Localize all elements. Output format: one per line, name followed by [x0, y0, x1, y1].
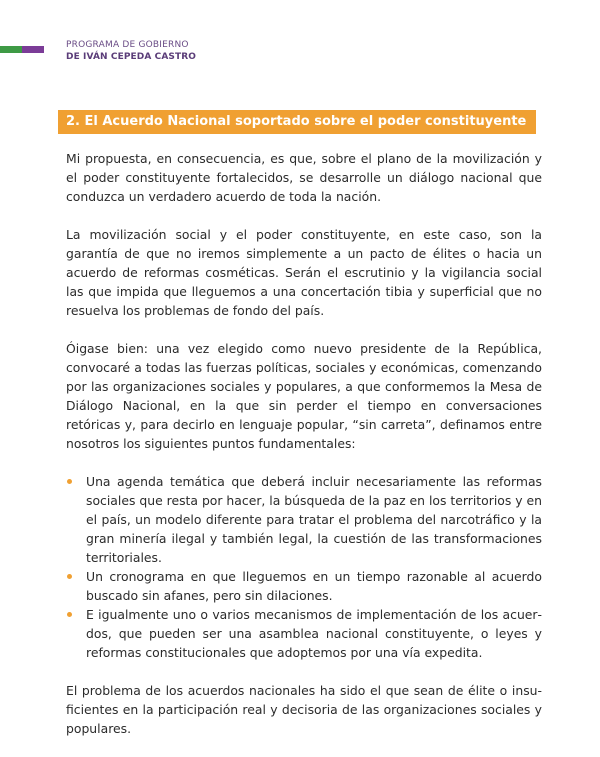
list-item — [66, 605, 542, 662]
list-item-text: Una agenda temática que deberá incluir necesariamente las reformas sociales que resta por hacer, la búsqueda de la paz en los territorios y en el país, un modelo diferente para tratar el problema del narcotráfico y la gran minería ilegal y también legal, la cuestión de las transformaciones territoriales. — [86, 474, 542, 565]
list-item-text: Un cronograma en que lleguemos en un tiempo razonable al acuerdo buscado sin afanes, pero sin dilaciones. — [86, 569, 542, 603]
paragraph-1: Mi propuesta, en consecuencia, es que, sobre el plano de la movilización y el poder constituyente fortalecidos, se desarrolle un diálogo nacional que conduzca un verdadero acuerdo de toda la nación. — [66, 151, 542, 204]
purple-bar-segment — [22, 46, 44, 53]
list-item — [66, 472, 542, 567]
body-text — [66, 149, 542, 757]
bullet-dot-icon — [67, 574, 72, 579]
document-header — [66, 39, 196, 63]
bullet-dot-icon — [67, 612, 72, 617]
bullet-dot-icon — [67, 479, 72, 484]
closing-paragraph: El problema de los acuerdos nacionales ha sido el que sean de élite o insuficientes en la participación real y decisoria de las organizaciones sociales y populares. — [66, 683, 542, 736]
paragraph-2: La movilización social y el poder constituyente, en este caso, son la garantía de que no iremos simplemente a un pacto de élites o hacia un acuerdo de reformas cosméticas. Serán el escrutinio y la vigilancia social las que impida que lleguemos a una concertación tibia y superficial que no resuelva los problemas de fondo del país. — [66, 227, 542, 318]
list-item — [66, 567, 542, 605]
header-color-bar — [0, 46, 44, 53]
section-heading: 2. El Acuerdo Nacional soportado sobre el poder constituyente — [58, 110, 536, 134]
header-candidate-line: DE IVÁN CEPEDA CASTRO — [66, 52, 197, 62]
bullet-list — [66, 472, 542, 662]
paragraph-3: Óigase bien: una vez elegido como nuevo presidente de la República, convocaré a todas las fuerzas políticas, sociales y económicas, comenzando por las organizaciones sociales y populares, a que conformemos la Mesa de Diálogo Nacional, en la que sin perder el tiempo en conversaciones retóricas y, para decirlo en lenguaje popular, “sin carreta”, definamos entre nosotros los siguientes puntos fundamentales: — [66, 341, 542, 451]
list-item-text: E igualmente uno o varios mecanismos de implementación de los acuerdos, que pueden ser una asamblea nacional constituyente, o leyes y reformas constitucionales que adoptemos por una vía expedita. — [86, 607, 542, 660]
green-bar-segment — [0, 46, 22, 53]
header-program-line: PROGRAMA DE GOBIERNO — [66, 40, 189, 50]
